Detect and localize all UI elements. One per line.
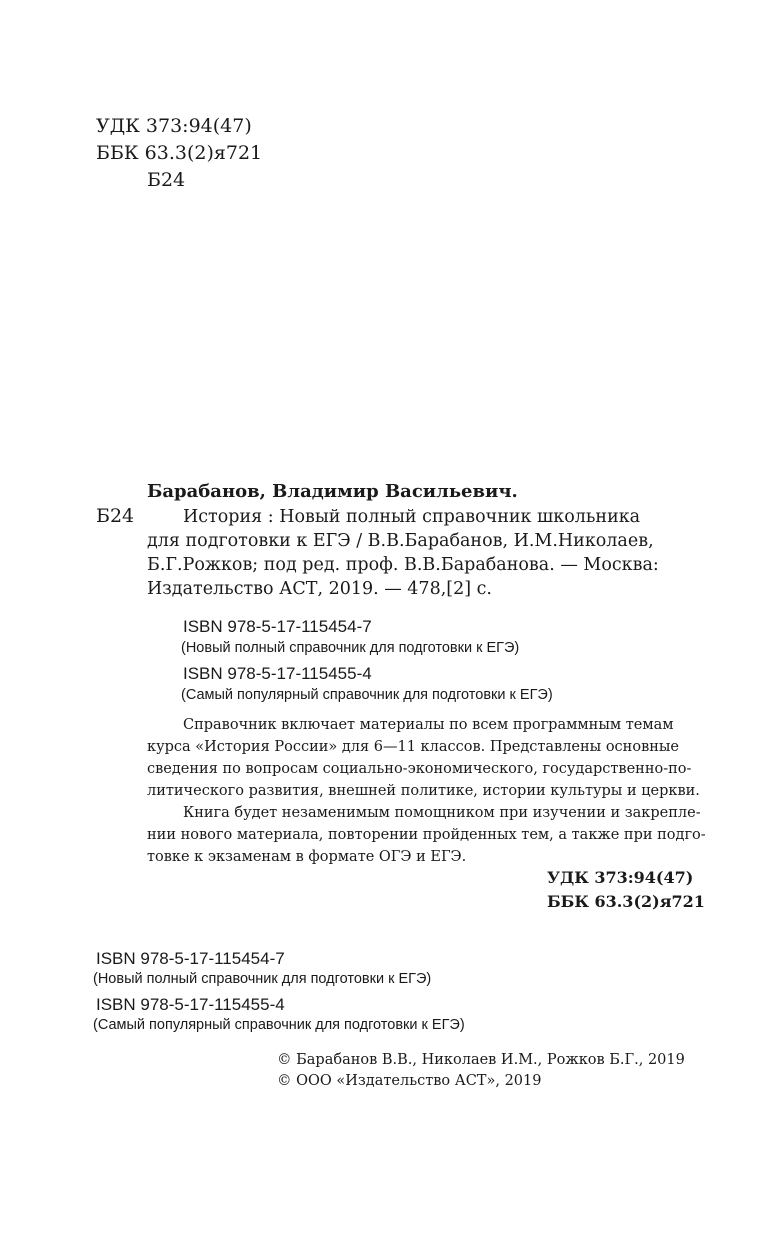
annotation-line: товке к экзаменам в формате ОГЭ и ЕГЭ. (147, 849, 467, 865)
biblio-line: Издательство АСТ, 2019. — 478,[2] с. (147, 579, 492, 599)
card-bbk: ББК 63.3(2)я721 (547, 892, 705, 911)
isbn-note: (Новый полный справочник для подготовки к ЕГЭ) (181, 640, 520, 656)
udk-code: УДК 373:94(47) (96, 115, 252, 137)
bbk-code: ББК 63.3(2)я721 (96, 142, 263, 164)
card-author-mark: Б24 (96, 505, 135, 527)
isbn-note: (Самый популярный справочник для подготовки к ЕГЭ) (93, 1017, 465, 1033)
isbn-number: ISBN 978-5-17-115455-4 (96, 995, 285, 1014)
biblio-line: для подготовки к ЕГЭ / В.В.Барабанов, И.М.Николаев, (147, 531, 654, 551)
author-heading: Барабанов, Владимир Васильевич. (147, 481, 518, 502)
author-mark: Б24 (147, 169, 186, 191)
isbn-number: ISBN 978-5-17-115454-7 (183, 617, 372, 636)
biblio-line: История : Новый полный справочник школьника (183, 507, 641, 527)
annotation-line: Книга будет незаменимым помощником при изучении и закрепле- (183, 805, 701, 821)
annotation-line: Справочник включает материалы по всем программным темам (183, 717, 674, 733)
annotation-line: курса «История России» для 6—11 классов. Представлены основные (147, 739, 680, 755)
card-udk: УДК 373:94(47) (547, 868, 694, 887)
isbn-note: (Новый полный справочник для подготовки к ЕГЭ) (93, 971, 432, 987)
isbn-number: ISBN 978-5-17-115455-4 (183, 664, 372, 683)
annotation-line: литического развития, внешней политике, истории культуры и церкви. (147, 783, 700, 799)
isbn-number: ISBN 978-5-17-115454-7 (96, 949, 285, 968)
isbn-note: (Самый популярный справочник для подготовки к ЕГЭ) (181, 687, 553, 703)
copyright-line: © Барабанов В.В., Николаев И.М., Рожков Б.Г., 2019 (277, 1052, 685, 1068)
copyright-line: © ООО «Издательство АСТ», 2019 (277, 1073, 542, 1089)
annotation-line: нии нового материала, повторении пройденных тем, а также при подго- (147, 827, 706, 843)
biblio-line: Б.Г.Рожков; под ред. проф. В.В.Барабанова. — Москва: (147, 555, 659, 575)
annotation-line: сведения по вопросам социально-экономического, государственно-по- (147, 761, 692, 777)
